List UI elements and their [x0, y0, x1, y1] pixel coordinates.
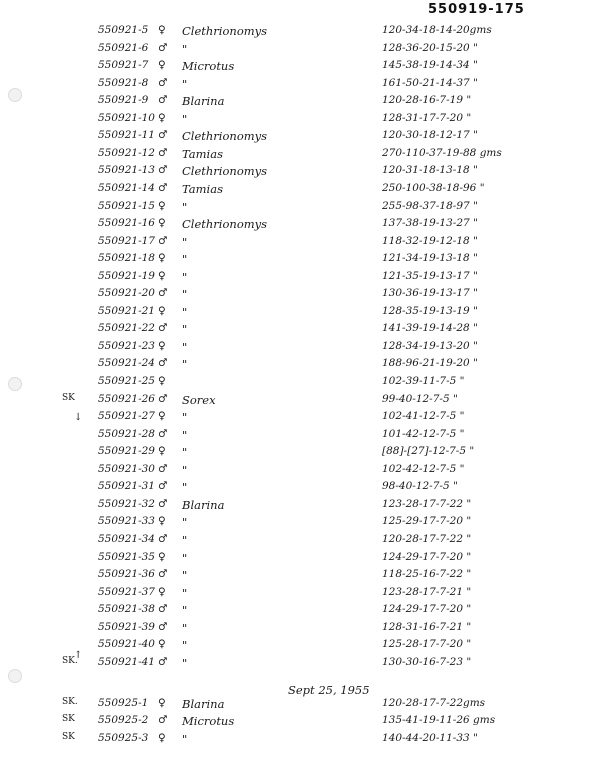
page-identifier: 550919-175 — [428, 2, 525, 17]
row-mark: SK. — [62, 656, 78, 666]
species-name: " — [182, 621, 188, 635]
catalog-number: 550921-12 — [98, 147, 155, 159]
species-name: Microtus — [182, 59, 235, 73]
species-name: " — [182, 287, 188, 301]
species-name: " — [182, 656, 188, 670]
measurements: 121-35-19-13-17 " — [382, 270, 478, 282]
catalog-number: 550925-2 — [98, 714, 149, 726]
ledger-row — [0, 445, 600, 465]
species-name: " — [182, 568, 188, 582]
sex-symbol: ♂ — [158, 621, 168, 633]
catalog-number: 550921-38 — [98, 603, 155, 615]
species-name: " — [182, 322, 188, 336]
species-name: Blarina — [182, 498, 225, 512]
species-name: " — [182, 270, 188, 284]
sex-symbol: ♀ — [158, 586, 166, 598]
measurements: 102-41-12-7-5 " — [382, 410, 465, 422]
species-name: Blarina — [182, 697, 225, 711]
measurements: 99-40-12-7-5 " — [382, 393, 458, 405]
ledger-row — [0, 252, 600, 272]
measurements: 135-41-19-11-26 gms — [382, 714, 496, 726]
sex-symbol: ♂ — [158, 322, 168, 334]
measurements: 102-42-12-7-5 " — [382, 463, 465, 475]
species-name: " — [182, 551, 188, 565]
sex-symbol: ♀ — [158, 217, 166, 229]
species-name: " — [182, 235, 188, 249]
catalog-number: 550921-25 — [98, 375, 155, 387]
ledger-row — [0, 94, 600, 114]
sex-symbol: ♀ — [158, 375, 166, 387]
sex-symbol: ♂ — [158, 77, 168, 89]
catalog-number: 550921-16 — [98, 217, 155, 229]
sex-symbol: ♀ — [158, 200, 166, 212]
measurements: 118-25-16-7-22 " — [382, 568, 472, 580]
measurements: 101-42-12-7-5 " — [382, 428, 465, 440]
catalog-number: 550925-1 — [98, 697, 149, 709]
measurements: 120-30-18-12-17 " — [382, 129, 478, 141]
measurements: 255-98-37-18-97 " — [382, 200, 478, 212]
row-mark: SK — [62, 393, 75, 403]
catalog-number: 550921-39 — [98, 621, 155, 633]
sex-symbol: ♂ — [158, 714, 168, 726]
sex-symbol: ♂ — [158, 357, 168, 369]
sex-symbol: ♂ — [158, 393, 168, 405]
ledger-row — [0, 638, 600, 658]
sex-symbol: ♂ — [158, 164, 168, 176]
measurements: 123-28-17-7-22 " — [382, 498, 472, 510]
species-name: " — [182, 638, 188, 652]
measurements: 125-28-17-7-20 " — [382, 638, 472, 650]
catalog-number: 550921-36 — [98, 568, 155, 580]
ledger-row — [0, 129, 600, 149]
ledger-row — [0, 656, 600, 676]
sex-symbol: ♀ — [158, 270, 166, 282]
sex-symbol: ♂ — [158, 94, 168, 106]
ledger-row — [0, 714, 600, 734]
measurements: 161-50-21-14-37 " — [382, 77, 478, 89]
catalog-number: 550921-10 — [98, 112, 155, 124]
species-name: Clethrionomys — [182, 164, 268, 178]
catalog-number: 550921-31 — [98, 480, 155, 492]
species-name: Blarina — [182, 94, 225, 108]
measurements: 188-96-21-19-20 " — [382, 357, 478, 369]
species-name: " — [182, 428, 188, 442]
measurements: 140-44-20-11-33 " — [382, 732, 478, 744]
sex-symbol: ♂ — [158, 568, 168, 580]
ledger-row — [0, 533, 600, 553]
catalog-number: 550921-14 — [98, 182, 155, 194]
ledger-row — [0, 59, 600, 79]
measurements: 130-36-19-13-17 " — [382, 287, 478, 299]
catalog-number: 550925-3 — [98, 732, 149, 744]
catalog-number: 550921-30 — [98, 463, 155, 475]
ledger-row — [0, 322, 600, 342]
species-name: " — [182, 200, 188, 214]
ledger-row — [0, 410, 600, 430]
species-name: " — [182, 533, 188, 547]
catalog-number: 550921-26 — [98, 393, 155, 405]
sex-symbol: ♂ — [158, 235, 168, 247]
ledger-row — [0, 375, 600, 395]
measurements: 250-100-38-18-96 " — [382, 182, 485, 194]
sex-symbol: ♀ — [158, 551, 166, 563]
date-heading: Sept 25, 1955 — [288, 683, 370, 697]
measurements: 120-28-17-7-22 " — [382, 533, 472, 545]
measurements: 124-29-17-7-20 " — [382, 603, 472, 615]
sex-symbol: ♀ — [158, 59, 166, 71]
up-arrow-icon: ↑ — [74, 650, 83, 661]
sex-symbol: ♂ — [158, 147, 168, 159]
catalog-number: 550921-34 — [98, 533, 155, 545]
sex-symbol: ♂ — [158, 287, 168, 299]
catalog-number: 550921-27 — [98, 410, 155, 422]
measurements: 120-28-17-7-22gms — [382, 697, 486, 709]
species-name: " — [182, 410, 188, 424]
sex-symbol: ♂ — [158, 656, 168, 668]
measurements: 102-39-11-7-5 " — [382, 375, 465, 387]
sex-symbol: ♀ — [158, 24, 166, 36]
ledger-row — [0, 164, 600, 184]
sex-symbol: ♀ — [158, 732, 166, 744]
catalog-number: 550921-21 — [98, 305, 155, 317]
catalog-number: 550921-35 — [98, 551, 155, 563]
catalog-number: 550921-20 — [98, 287, 155, 299]
measurements: 125-29-17-7-20 " — [382, 515, 472, 527]
species-name: Tamias — [182, 147, 223, 161]
ledger-row — [0, 568, 600, 588]
species-name: " — [182, 305, 188, 319]
species-name: " — [182, 252, 188, 266]
catalog-number: 550921-9 — [98, 94, 149, 106]
measurements: 145-38-19-14-34 " — [382, 59, 478, 71]
ledger-row — [0, 287, 600, 307]
measurements: 118-32-19-12-18 " — [382, 235, 478, 247]
measurements: 120-31-18-13-18 " — [382, 164, 478, 176]
catalog-number: 550921-28 — [98, 428, 155, 440]
ledger-row — [0, 603, 600, 623]
ledger-row — [0, 182, 600, 202]
sex-symbol: ♀ — [158, 697, 166, 709]
catalog-number: 550921-17 — [98, 235, 155, 247]
catalog-number: 550921-23 — [98, 340, 155, 352]
down-arrow-icon: ↓ — [74, 412, 83, 423]
measurements: [88]-[27]-12-7-5 " — [382, 445, 475, 457]
catalog-number: 550921-7 — [98, 59, 149, 71]
ledger-row — [0, 515, 600, 535]
sex-symbol: ♂ — [158, 463, 168, 475]
sex-symbol: ♀ — [158, 305, 166, 317]
species-name: " — [182, 480, 188, 494]
species-name: " — [182, 463, 188, 477]
measurements: 123-28-17-7-21 " — [382, 586, 472, 598]
sex-symbol: ♀ — [158, 340, 166, 352]
ledger-row — [0, 732, 600, 752]
row-mark: SK — [62, 714, 75, 724]
measurements: 128-34-19-13-20 " — [382, 340, 478, 352]
catalog-number: 550921-13 — [98, 164, 155, 176]
measurements: 124-29-17-7-20 " — [382, 551, 472, 563]
measurements: 121-34-19-13-18 " — [382, 252, 478, 264]
measurements: 130-30-16-7-23 " — [382, 656, 472, 668]
species-name: " — [182, 42, 188, 56]
species-name: " — [182, 732, 188, 746]
catalog-number: 550921-15 — [98, 200, 155, 212]
sex-symbol: ♂ — [158, 603, 168, 615]
catalog-number: 550921-40 — [98, 638, 155, 650]
ledger-row — [0, 480, 600, 500]
measurements: 128-31-17-7-20 " — [382, 112, 472, 124]
measurements: 120-28-16-7-19 " — [382, 94, 472, 106]
sex-symbol: ♂ — [158, 428, 168, 440]
sex-symbol: ♂ — [158, 182, 168, 194]
species-name: Tamias — [182, 182, 223, 196]
sex-symbol: ♀ — [158, 515, 166, 527]
sex-symbol: ♀ — [158, 112, 166, 124]
catalog-number: 550921-11 — [98, 129, 155, 141]
row-mark: SK. — [62, 697, 78, 707]
measurements: 270-110-37-19-88 gms — [382, 147, 502, 159]
measurements: 128-31-16-7-21 " — [382, 621, 472, 633]
sex-symbol: ♂ — [158, 533, 168, 545]
species-name: " — [182, 77, 188, 91]
measurements: 141-39-19-14-28 " — [382, 322, 478, 334]
measurements: 98-40-12-7-5 " — [382, 480, 458, 492]
species-name: " — [182, 340, 188, 354]
species-name: Microtus — [182, 714, 235, 728]
catalog-number: 550921-18 — [98, 252, 155, 264]
species-name: " — [182, 586, 188, 600]
sex-symbol: ♀ — [158, 410, 166, 422]
measurements: 120-34-18-14-20gms — [382, 24, 492, 36]
species-name: Clethrionomys — [182, 129, 268, 143]
species-name: " — [182, 112, 188, 126]
species-name: " — [182, 603, 188, 617]
species-name: " — [182, 357, 188, 371]
sex-symbol: ♀ — [158, 252, 166, 264]
measurements: 128-36-20-15-20 " — [382, 42, 478, 54]
catalog-number: 550921-6 — [98, 42, 149, 54]
species-name: Sorex — [182, 393, 216, 407]
row-mark: SK — [62, 732, 75, 742]
measurements: 128-35-19-13-19 " — [382, 305, 478, 317]
catalog-number: 550921-37 — [98, 586, 155, 598]
sex-symbol: ♂ — [158, 129, 168, 141]
catalog-number: 550921-8 — [98, 77, 149, 89]
catalog-number: 550921-5 — [98, 24, 149, 36]
ledger-row — [0, 357, 600, 377]
catalog-number: 550921-32 — [98, 498, 155, 510]
species-name: Clethrionomys — [182, 24, 268, 38]
ledger-row — [0, 217, 600, 237]
sex-symbol: ♀ — [158, 445, 166, 457]
ledger-row — [0, 24, 600, 44]
sex-symbol: ♂ — [158, 498, 168, 510]
catalog-number: 550921-41 — [98, 656, 155, 668]
species-name: Clethrionomys — [182, 217, 268, 231]
measurements: 137-38-19-13-27 " — [382, 217, 478, 229]
sex-symbol: ♀ — [158, 638, 166, 650]
species-name: " — [182, 445, 188, 459]
catalog-number: 550921-19 — [98, 270, 155, 282]
catalog-number: 550921-33 — [98, 515, 155, 527]
species-name: " — [182, 515, 188, 529]
catalog-number: 550921-29 — [98, 445, 155, 457]
catalog-number: 550921-22 — [98, 322, 155, 334]
sex-symbol: ♂ — [158, 42, 168, 54]
sex-symbol: ♂ — [158, 480, 168, 492]
catalog-number: 550921-24 — [98, 357, 155, 369]
